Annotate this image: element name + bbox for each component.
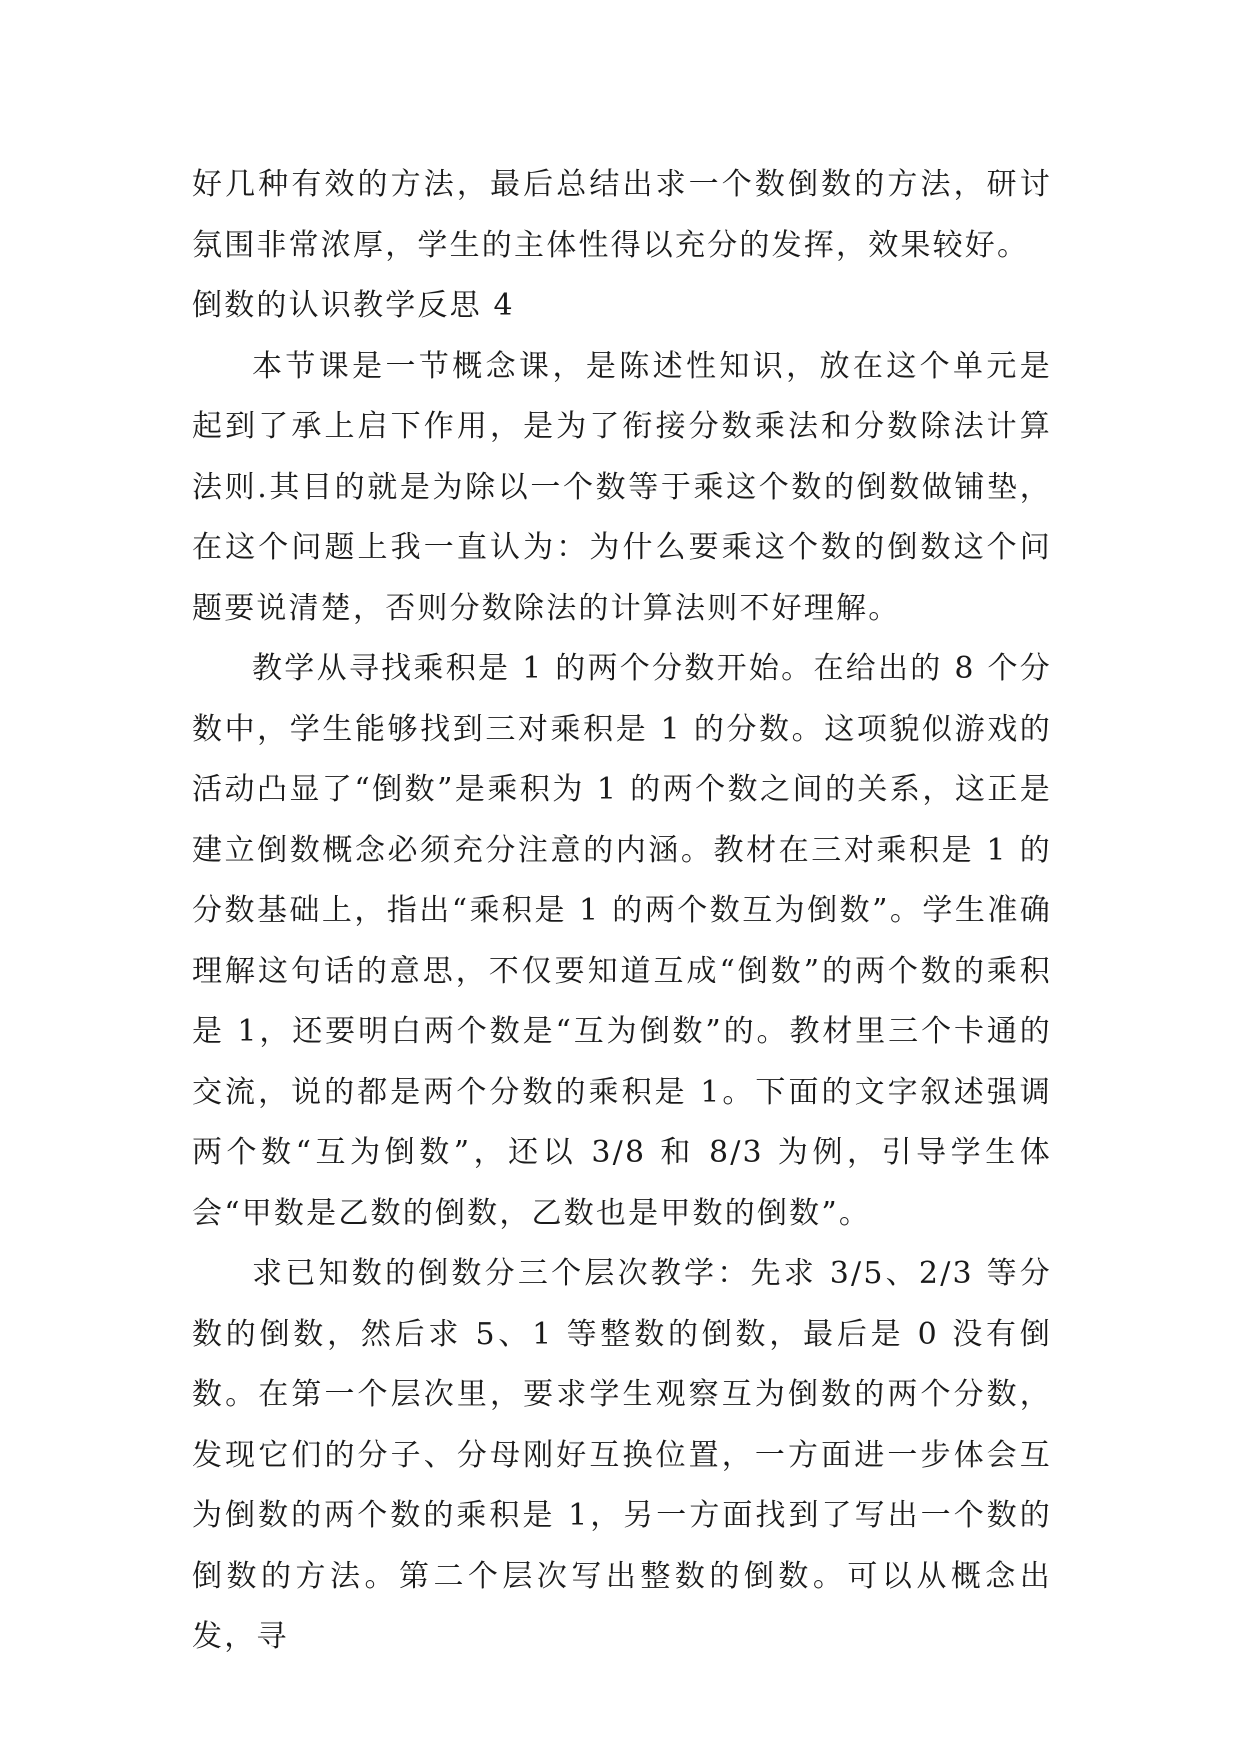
paragraph: 本节课是一节概念课，是陈述性知识，放在这个单元是起到了承上启下作用，是为了衔接分数乘法和分数除法计算法则.其目的就是为除以一个数等于乘这个数的倒数做铺垫，在这个问题上我一直认为：为什么要乘这个数的倒数这个问题要说清楚，否则分数除法的计算法则不好理解。 <box>192 348 1052 626</box>
paragraph: 求已知数的倒数分三个层次教学：先求 3/5、2/3 等分数的倒数，然后求 5、1 等整数的倒数，最后是 0 没有倒数。在第一个层次里，要求学生观察互为倒数的两个分数，发现它们的分子、分母刚好互换位置，一方面进一步体会互为倒数的两个数的乘积是 1，另一方面找到了写出一个数的倒数的方法。第二个层次写出整数的倒数。可以从概念出发，寻 <box>192 1256 1052 1654</box>
document-body <box>192 155 1052 1668</box>
section-heading: 倒数的认识教学反思 4 <box>192 288 515 323</box>
paragraph-continuation: 好几种有效的方法，最后总结出求一个数倒数的方法，研讨氛围非常浓厚，学生的主体性得以充分的发挥，效果较好。 <box>192 167 1052 263</box>
paragraph: 教学从寻找乘积是 1 的两个分数开始。在给出的 8 个分数中，学生能够找到三对乘积是 1 的分数。这项貌似游戏的活动凸显了“倒数”是乘积为 1 的两个数之间的关系，这正是建立倒数概念必须充分注意的内涵。教材在三对乘积是 1 的分数基础上，指出“乘积是 1 的两个数互为倒数”。学生准确理解这句话的意思，不仅要知道互成“倒数”的两个数的乘积是 1，还要明白两个数是“互为倒数”的。教材里三个卡通的交流，说的都是两个分数的乘积是 1。下面的文字叙述强调两个数“互为倒数”，还以 3/8 和 8/3 为例，引导学生体会“甲数是乙数的倒数，乙数也是甲数的倒数”。 <box>192 651 1052 1231</box>
